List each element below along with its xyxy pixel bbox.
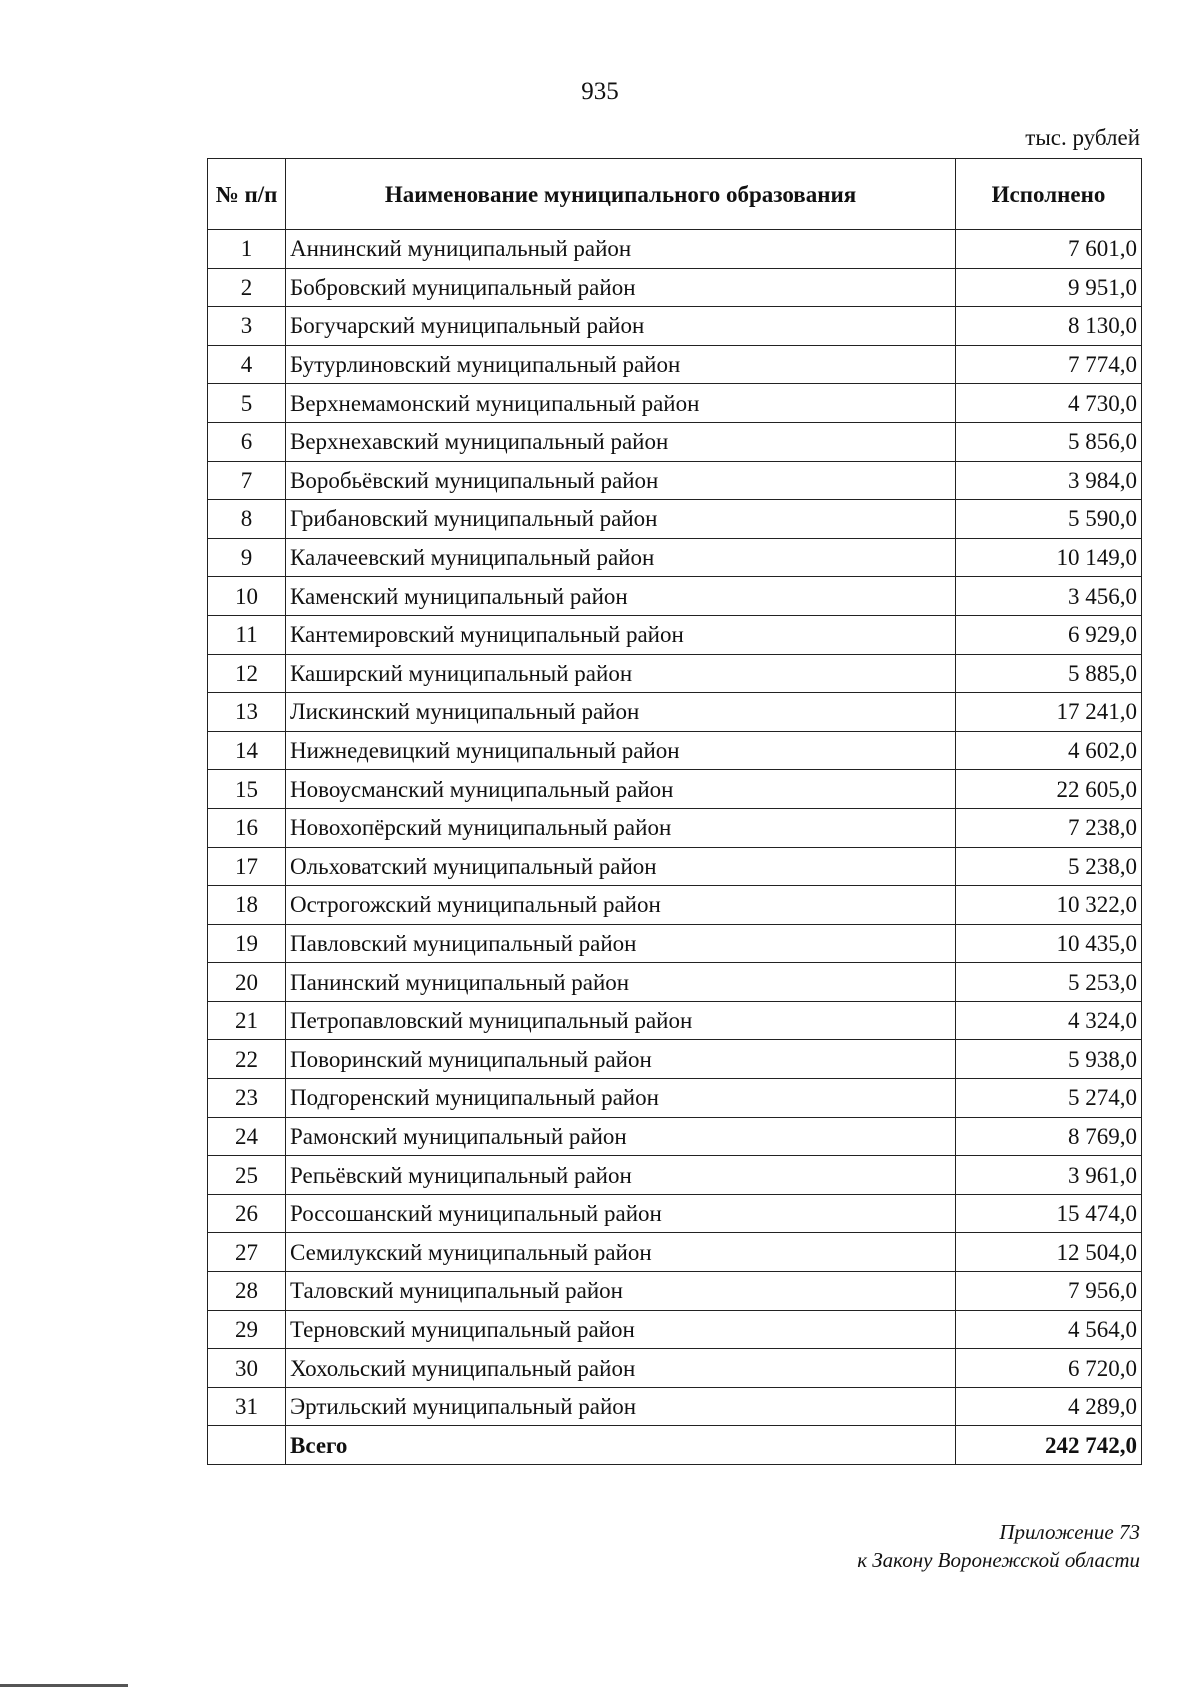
row-municipality-name: Павловский муниципальный район — [286, 924, 956, 963]
row-municipality-name: Богучарский муниципальный район — [286, 307, 956, 346]
row-executed-value: 17 241,0 — [956, 693, 1142, 732]
row-number: 18 — [208, 886, 286, 925]
row-municipality-name: Верхнемамонский муниципальный район — [286, 384, 956, 423]
row-number: 6 — [208, 422, 286, 461]
row-executed-value: 12 504,0 — [956, 1233, 1142, 1272]
row-municipality-name: Терновский муниципальный район — [286, 1310, 956, 1349]
header-number: № п/п — [208, 159, 286, 230]
row-number: 2 — [208, 268, 286, 307]
row-municipality-name: Подгоренский муниципальный район — [286, 1079, 956, 1118]
row-executed-value: 4 324,0 — [956, 1001, 1142, 1040]
row-municipality-name: Новоусманский муниципальный район — [286, 770, 956, 809]
total-value: 242 742,0 — [956, 1426, 1142, 1465]
row-number: 1 — [208, 230, 286, 269]
row-number: 5 — [208, 384, 286, 423]
row-number: 3 — [208, 307, 286, 346]
row-executed-value: 5 590,0 — [956, 500, 1142, 539]
total-number-cell — [208, 1426, 286, 1465]
row-executed-value: 7 601,0 — [956, 230, 1142, 269]
row-executed-value: 8 130,0 — [956, 307, 1142, 346]
units-label: тыс. рублей — [1025, 125, 1140, 150]
row-executed-value: 10 322,0 — [956, 886, 1142, 925]
table-body — [208, 230, 1142, 1465]
municipal-table — [207, 158, 1142, 1465]
table-row — [208, 538, 1142, 577]
table-row — [208, 307, 1142, 346]
row-number: 16 — [208, 808, 286, 847]
row-executed-value: 4 564,0 — [956, 1310, 1142, 1349]
table-row — [208, 1040, 1142, 1079]
table-total-row — [208, 1426, 1142, 1465]
row-executed-value: 5 938,0 — [956, 1040, 1142, 1079]
row-number: 4 — [208, 345, 286, 384]
table-row — [208, 461, 1142, 500]
row-municipality-name: Репьёвский муниципальный район — [286, 1156, 956, 1195]
row-executed-value: 9 951,0 — [956, 268, 1142, 307]
row-municipality-name: Лискинский муниципальный район — [286, 693, 956, 732]
table-row — [208, 1310, 1142, 1349]
row-number: 15 — [208, 770, 286, 809]
row-executed-value: 7 956,0 — [956, 1272, 1142, 1311]
table-row — [208, 1387, 1142, 1426]
row-municipality-name: Верхнехавский муниципальный район — [286, 422, 956, 461]
table-row — [208, 963, 1142, 1002]
appendix-subtitle: к Закону Воронежской области — [857, 1548, 1140, 1573]
row-municipality-name: Семилукский муниципальный район — [286, 1233, 956, 1272]
row-number: 14 — [208, 731, 286, 770]
row-executed-value: 3 456,0 — [956, 577, 1142, 616]
row-number: 31 — [208, 1387, 286, 1426]
row-number: 12 — [208, 654, 286, 693]
table-row — [208, 1349, 1142, 1388]
total-label: Всего — [286, 1426, 956, 1465]
row-executed-value: 8 769,0 — [956, 1117, 1142, 1156]
table-row — [208, 1194, 1142, 1233]
row-executed-value: 4 730,0 — [956, 384, 1142, 423]
row-executed-value: 3 961,0 — [956, 1156, 1142, 1195]
table-row — [208, 1079, 1142, 1118]
header-executed: Исполнено — [956, 159, 1142, 230]
row-municipality-name: Бутурлиновский муниципальный район — [286, 345, 956, 384]
row-number: 25 — [208, 1156, 286, 1195]
row-municipality-name: Эртильский муниципальный район — [286, 1387, 956, 1426]
row-executed-value: 7 774,0 — [956, 345, 1142, 384]
table-header-row — [208, 159, 1142, 230]
row-municipality-name: Петропавловский муниципальный район — [286, 1001, 956, 1040]
row-executed-value: 6 720,0 — [956, 1349, 1142, 1388]
row-municipality-name: Панинский муниципальный район — [286, 963, 956, 1002]
table-row — [208, 1233, 1142, 1272]
table-row — [208, 345, 1142, 384]
table-row — [208, 384, 1142, 423]
table-row — [208, 500, 1142, 539]
table-row — [208, 924, 1142, 963]
table-row — [208, 808, 1142, 847]
row-number: 13 — [208, 693, 286, 732]
row-number: 8 — [208, 500, 286, 539]
appendix-title: Приложение 73 — [999, 1520, 1140, 1544]
page-number: 935 — [581, 78, 619, 105]
table-row — [208, 770, 1142, 809]
row-number: 22 — [208, 1040, 286, 1079]
row-executed-value: 7 238,0 — [956, 808, 1142, 847]
row-number: 21 — [208, 1001, 286, 1040]
table-row — [208, 230, 1142, 269]
table-row — [208, 1001, 1142, 1040]
table-row — [208, 1117, 1142, 1156]
row-municipality-name: Ольховатский муниципальный район — [286, 847, 956, 886]
row-number: 19 — [208, 924, 286, 963]
row-municipality-name: Острогожский муниципальный район — [286, 886, 956, 925]
row-number: 7 — [208, 461, 286, 500]
table-row — [208, 577, 1142, 616]
row-municipality-name: Кантемировский муниципальный район — [286, 615, 956, 654]
appendix-note — [857, 1518, 1140, 1575]
row-municipality-name: Россошанский муниципальный район — [286, 1194, 956, 1233]
table-row — [208, 268, 1142, 307]
row-number: 9 — [208, 538, 286, 577]
row-municipality-name: Новохопёрский муниципальный район — [286, 808, 956, 847]
row-executed-value: 10 149,0 — [956, 538, 1142, 577]
row-executed-value: 15 474,0 — [956, 1194, 1142, 1233]
row-municipality-name: Каменский муниципальный район — [286, 577, 956, 616]
row-number: 20 — [208, 963, 286, 1002]
table-row — [208, 615, 1142, 654]
row-municipality-name: Таловский муниципальный район — [286, 1272, 956, 1311]
row-number: 28 — [208, 1272, 286, 1311]
row-executed-value: 22 605,0 — [956, 770, 1142, 809]
row-municipality-name: Поворинский муниципальный район — [286, 1040, 956, 1079]
row-executed-value: 5 238,0 — [956, 847, 1142, 886]
row-municipality-name: Аннинский муниципальный район — [286, 230, 956, 269]
table-row — [208, 1272, 1142, 1311]
table-row — [208, 693, 1142, 732]
row-number: 30 — [208, 1349, 286, 1388]
row-number: 11 — [208, 615, 286, 654]
table-row — [208, 731, 1142, 770]
row-executed-value: 5 253,0 — [956, 963, 1142, 1002]
scan-edge-mark — [0, 1684, 128, 1687]
row-number: 26 — [208, 1194, 286, 1233]
row-number: 24 — [208, 1117, 286, 1156]
table-row — [208, 886, 1142, 925]
row-executed-value: 10 435,0 — [956, 924, 1142, 963]
table-row — [208, 847, 1142, 886]
table-row — [208, 654, 1142, 693]
row-number: 27 — [208, 1233, 286, 1272]
row-number: 10 — [208, 577, 286, 616]
row-executed-value: 5 274,0 — [956, 1079, 1142, 1118]
row-executed-value: 5 885,0 — [956, 654, 1142, 693]
row-municipality-name: Бобровский муниципальный район — [286, 268, 956, 307]
row-executed-value: 5 856,0 — [956, 422, 1142, 461]
row-executed-value: 4 602,0 — [956, 731, 1142, 770]
row-municipality-name: Калачеевский муниципальный район — [286, 538, 956, 577]
row-number: 23 — [208, 1079, 286, 1118]
row-municipality-name: Рамонский муниципальный район — [286, 1117, 956, 1156]
table-row — [208, 1156, 1142, 1195]
header-name: Наименование муниципального образования — [286, 159, 956, 230]
row-number: 29 — [208, 1310, 286, 1349]
row-number: 17 — [208, 847, 286, 886]
row-municipality-name: Грибановский муниципальный район — [286, 500, 956, 539]
row-municipality-name: Каширский муниципальный район — [286, 654, 956, 693]
row-executed-value: 4 289,0 — [956, 1387, 1142, 1426]
row-municipality-name: Хохольский муниципальный район — [286, 1349, 956, 1388]
table-row — [208, 422, 1142, 461]
row-executed-value: 6 929,0 — [956, 615, 1142, 654]
row-municipality-name: Воробьёвский муниципальный район — [286, 461, 956, 500]
row-executed-value: 3 984,0 — [956, 461, 1142, 500]
row-municipality-name: Нижнедевицкий муниципальный район — [286, 731, 956, 770]
